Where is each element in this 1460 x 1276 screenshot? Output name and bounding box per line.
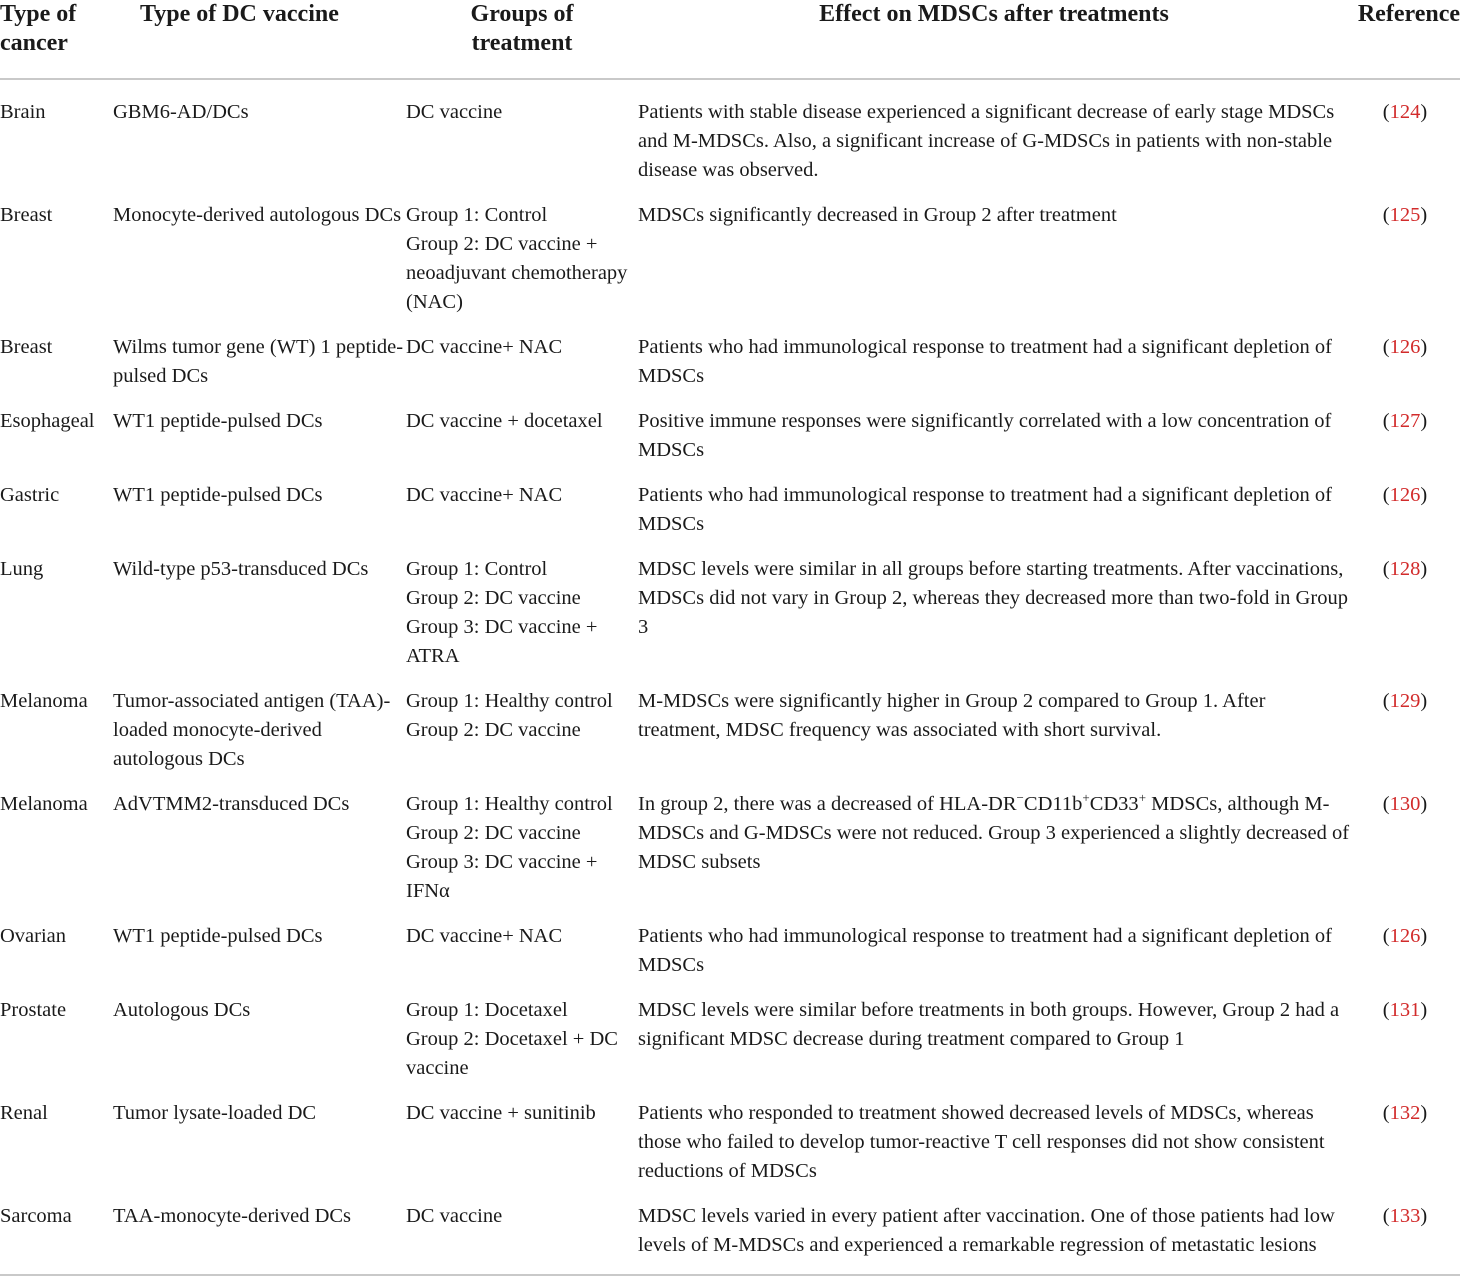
cell-cancer-type: Sarcoma <box>0 1205 72 1227</box>
reference-paren: ) <box>1420 999 1428 1021</box>
cell-cancer-type: Gastric <box>0 484 60 506</box>
cell-cancer-type: Breast <box>0 204 53 226</box>
table-row <box>0 79 1460 193</box>
cell-vaccine-type: WT1 peptide-pulsed DCs <box>113 410 323 432</box>
cell-treatment-groups <box>406 1091 638 1194</box>
cell-cancer-type: Renal <box>0 1102 48 1124</box>
reference-paren: ) <box>1420 101 1428 123</box>
effect-text: CD11b <box>1023 793 1083 815</box>
cell-treatment-groups <box>406 79 638 193</box>
treatment-group-line: DC vaccine + docetaxel <box>406 410 603 432</box>
reference-paren: ( <box>1382 410 1390 432</box>
cell-vaccine-type: Wilms tumor gene (WT) 1 peptide-pulsed DCs <box>113 336 404 387</box>
superscript-marker: − <box>1016 790 1024 806</box>
cell-cancer-type: Brain <box>0 101 46 123</box>
treatment-group-line: Group 2: DC vaccine <box>406 587 581 609</box>
reference-paren: ( <box>1382 101 1390 123</box>
cell-treatment-groups <box>406 325 638 399</box>
cell-cancer-type: Melanoma <box>0 690 88 712</box>
reference-paren: ) <box>1420 793 1428 815</box>
treatment-group-line: Group 2: DC vaccine + neoadjuvant chemotherapy (NAC) <box>406 233 628 313</box>
cell-effect: MDSCs significantly decreased in Group 2 after treatment <box>638 204 1117 226</box>
reference-paren: ( <box>1382 1205 1390 1227</box>
reference-paren: ( <box>1382 793 1390 815</box>
reference-paren: ) <box>1420 690 1428 712</box>
reference-link[interactable]: 126 <box>1389 336 1421 358</box>
reference-link[interactable]: 131 <box>1389 999 1421 1021</box>
treatment-group-line: Group 3: DC vaccine + IFNα <box>406 851 598 902</box>
cell-reference <box>1350 1194 1460 1275</box>
cell-reference <box>1350 1091 1460 1194</box>
table-row <box>0 914 1460 988</box>
cell-reference <box>1350 914 1460 988</box>
reference-link[interactable]: 128 <box>1389 558 1421 580</box>
cell-cancer-type: Melanoma <box>0 793 88 815</box>
table-row <box>0 399 1460 473</box>
table-row <box>0 473 1460 547</box>
effect-text: CD33 <box>1089 793 1139 815</box>
cell-reference <box>1350 782 1460 914</box>
cell-treatment-groups <box>406 1194 638 1275</box>
cell-treatment-groups <box>406 547 638 679</box>
reference-paren: ( <box>1382 336 1390 358</box>
cell-effect: Patients who had immunological response to treatment had a significant depletion of MDSCs <box>638 484 1332 535</box>
cell-effect <box>638 782 1350 914</box>
reference-paren: ( <box>1382 925 1390 947</box>
cell-vaccine-type: Monocyte-derived autologous DCs <box>113 204 402 226</box>
reference-link[interactable]: 124 <box>1389 101 1421 123</box>
cell-cancer-type: Breast <box>0 336 53 358</box>
reference-paren: ) <box>1420 336 1428 358</box>
cell-treatment-groups <box>406 782 638 914</box>
cell-reference <box>1350 193 1460 325</box>
cell-treatment-groups <box>406 473 638 547</box>
treatment-group-line: Group 2: DC vaccine <box>406 719 581 741</box>
reference-link[interactable]: 125 <box>1389 204 1421 226</box>
cell-treatment-groups <box>406 679 638 782</box>
table-row <box>0 1194 1460 1275</box>
cell-reference <box>1350 325 1460 399</box>
reference-paren: ( <box>1382 690 1390 712</box>
header-effect: Effect on MDSCs after treatments <box>819 1 1169 27</box>
treatment-group-line: DC vaccine <box>406 1205 503 1227</box>
cell-reference <box>1350 547 1460 679</box>
table-row <box>0 547 1460 679</box>
reference-paren: ( <box>1382 484 1390 506</box>
reference-link[interactable]: 126 <box>1389 925 1421 947</box>
cell-vaccine-type: Tumor-associated antigen (TAA)-loaded monocyte-derived autologous DCs <box>113 690 391 770</box>
reference-paren: ) <box>1420 925 1428 947</box>
cell-effect: M-MDSCs were significantly higher in Group 2 compared to Group 1. After treatment, MDSC frequency was associated with short survival. <box>638 690 1266 741</box>
table-row <box>0 325 1460 399</box>
cell-treatment-groups <box>406 399 638 473</box>
treatment-group-line: Group 2: DC vaccine <box>406 822 581 844</box>
reference-link[interactable]: 129 <box>1389 690 1421 712</box>
cell-vaccine-type: TAA-monocyte-derived DCs <box>113 1205 352 1227</box>
cell-effect: Patients who had immunological response to treatment had a significant depletion of MDSCs <box>638 925 1332 976</box>
cell-vaccine-type: Wild-type p53-transduced DCs <box>113 558 369 580</box>
reference-paren: ( <box>1382 558 1390 580</box>
treatment-group-line: Group 1: Healthy control <box>406 793 613 815</box>
treatment-group-line: Group 1: Control <box>406 558 548 580</box>
cell-treatment-groups <box>406 193 638 325</box>
reference-paren: ) <box>1420 1102 1428 1124</box>
cell-reference <box>1350 988 1460 1091</box>
superscript-marker: + <box>1138 790 1147 806</box>
cell-effect: Positive immune responses were significantly correlated with a low concentration of MDSCs <box>638 410 1332 461</box>
table-row <box>0 679 1460 782</box>
cell-effect: Patients who responded to treatment showed decreased levels of MDSCs, whereas those who failed to develop tumor-reactive T cell responses did not show consistent reductions of MDSCs <box>638 1102 1325 1182</box>
cell-cancer-type: Lung <box>0 558 44 580</box>
treatment-group-line: DC vaccine+ NAC <box>406 925 563 947</box>
reference-paren: ) <box>1420 558 1428 580</box>
reference-paren: ( <box>1382 204 1390 226</box>
cell-vaccine-type: WT1 peptide-pulsed DCs <box>113 484 323 506</box>
reference-paren: ( <box>1382 1102 1390 1124</box>
cell-vaccine-type: AdVTMM2-transduced DCs <box>113 793 350 815</box>
reference-paren: ) <box>1420 484 1428 506</box>
treatment-group-line: Group 2: Docetaxel + DC vaccine <box>406 1028 618 1079</box>
reference-paren: ) <box>1420 204 1428 226</box>
treatment-group-line: Group 1: Docetaxel <box>406 999 568 1021</box>
treatment-group-line: Group 1: Control <box>406 204 548 226</box>
cell-effect: Patients with stable disease experienced a significant decrease of early stage MDSCs and M-MDSCs. Also, a significant increase of G-MDSCs in patients with non-stable disease was observed. <box>638 101 1335 181</box>
table-row <box>0 1091 1460 1194</box>
header-groups: Groups of treatment <box>470 1 574 56</box>
header-vaccine: Type of DC vaccine <box>140 1 339 27</box>
cell-cancer-type: Ovarian <box>0 925 67 947</box>
superscript-marker: + <box>1082 790 1090 806</box>
cell-vaccine-type: Tumor lysate-loaded DC <box>113 1102 317 1124</box>
reference-paren: ) <box>1420 410 1428 432</box>
reference-link[interactable]: 133 <box>1389 1205 1421 1227</box>
treatment-group-line: Group 3: DC vaccine + ATRA <box>406 616 598 667</box>
cell-reference <box>1350 79 1460 193</box>
treatment-group-line: DC vaccine+ NAC <box>406 336 563 358</box>
treatment-group-line: DC vaccine+ NAC <box>406 484 563 506</box>
cell-cancer-type: Prostate <box>0 999 67 1021</box>
table-row <box>0 193 1460 325</box>
reference-link[interactable]: 130 <box>1389 793 1421 815</box>
treatment-group-line: DC vaccine <box>406 101 503 123</box>
cell-effect: Patients who had immunological response to treatment had a significant depletion of MDSCs <box>638 336 1332 387</box>
effect-text: In group 2, there was a decreased of HLA-DR <box>638 793 1017 815</box>
table-header-row <box>0 0 1460 79</box>
treatment-group-line: DC vaccine + sunitinib <box>406 1102 596 1124</box>
effect-text: MDSCs, although M-MDSCs and G-MDSCs were not reduced. Group 3 experienced a slightly decreased of MDSC subsets <box>638 793 1350 873</box>
cell-vaccine-type: Autologous DCs <box>113 999 251 1021</box>
reference-link[interactable]: 132 <box>1389 1102 1421 1124</box>
cell-vaccine-type: WT1 peptide-pulsed DCs <box>113 925 323 947</box>
reference-link[interactable]: 126 <box>1389 484 1421 506</box>
treatment-group-line: Group 1: Healthy control <box>406 690 613 712</box>
reference-link[interactable]: 127 <box>1389 410 1421 432</box>
cell-reference <box>1350 473 1460 547</box>
cell-cancer-type: Esophageal <box>0 410 95 432</box>
header-cancer: Type of cancer <box>0 1 77 56</box>
cell-effect: MDSC levels were similar in all groups before starting treatments. After vaccinations, MDSCs did not vary in Group 2, whereas they decreased more than two-fold in Group 3 <box>638 558 1348 638</box>
header-reference: Reference <box>1357 1 1460 27</box>
cell-vaccine-type: GBM6-AD/DCs <box>113 101 249 123</box>
cell-treatment-groups <box>406 988 638 1091</box>
table-row <box>0 988 1460 1091</box>
cell-effect: MDSC levels were similar before treatments in both groups. However, Group 2 had a significant MDSC decrease during treatment compared to Group 1 <box>638 999 1340 1050</box>
table-row <box>0 782 1460 914</box>
reference-paren: ( <box>1382 999 1390 1021</box>
cell-reference <box>1350 399 1460 473</box>
reference-paren: ) <box>1420 1205 1428 1227</box>
cell-treatment-groups <box>406 914 638 988</box>
cell-reference <box>1350 679 1460 782</box>
cell-effect: MDSC levels varied in every patient after vaccination. One of those patients had low levels of M-MDSCs and experienced a remarkable regression of metastatic lesions <box>638 1205 1335 1256</box>
